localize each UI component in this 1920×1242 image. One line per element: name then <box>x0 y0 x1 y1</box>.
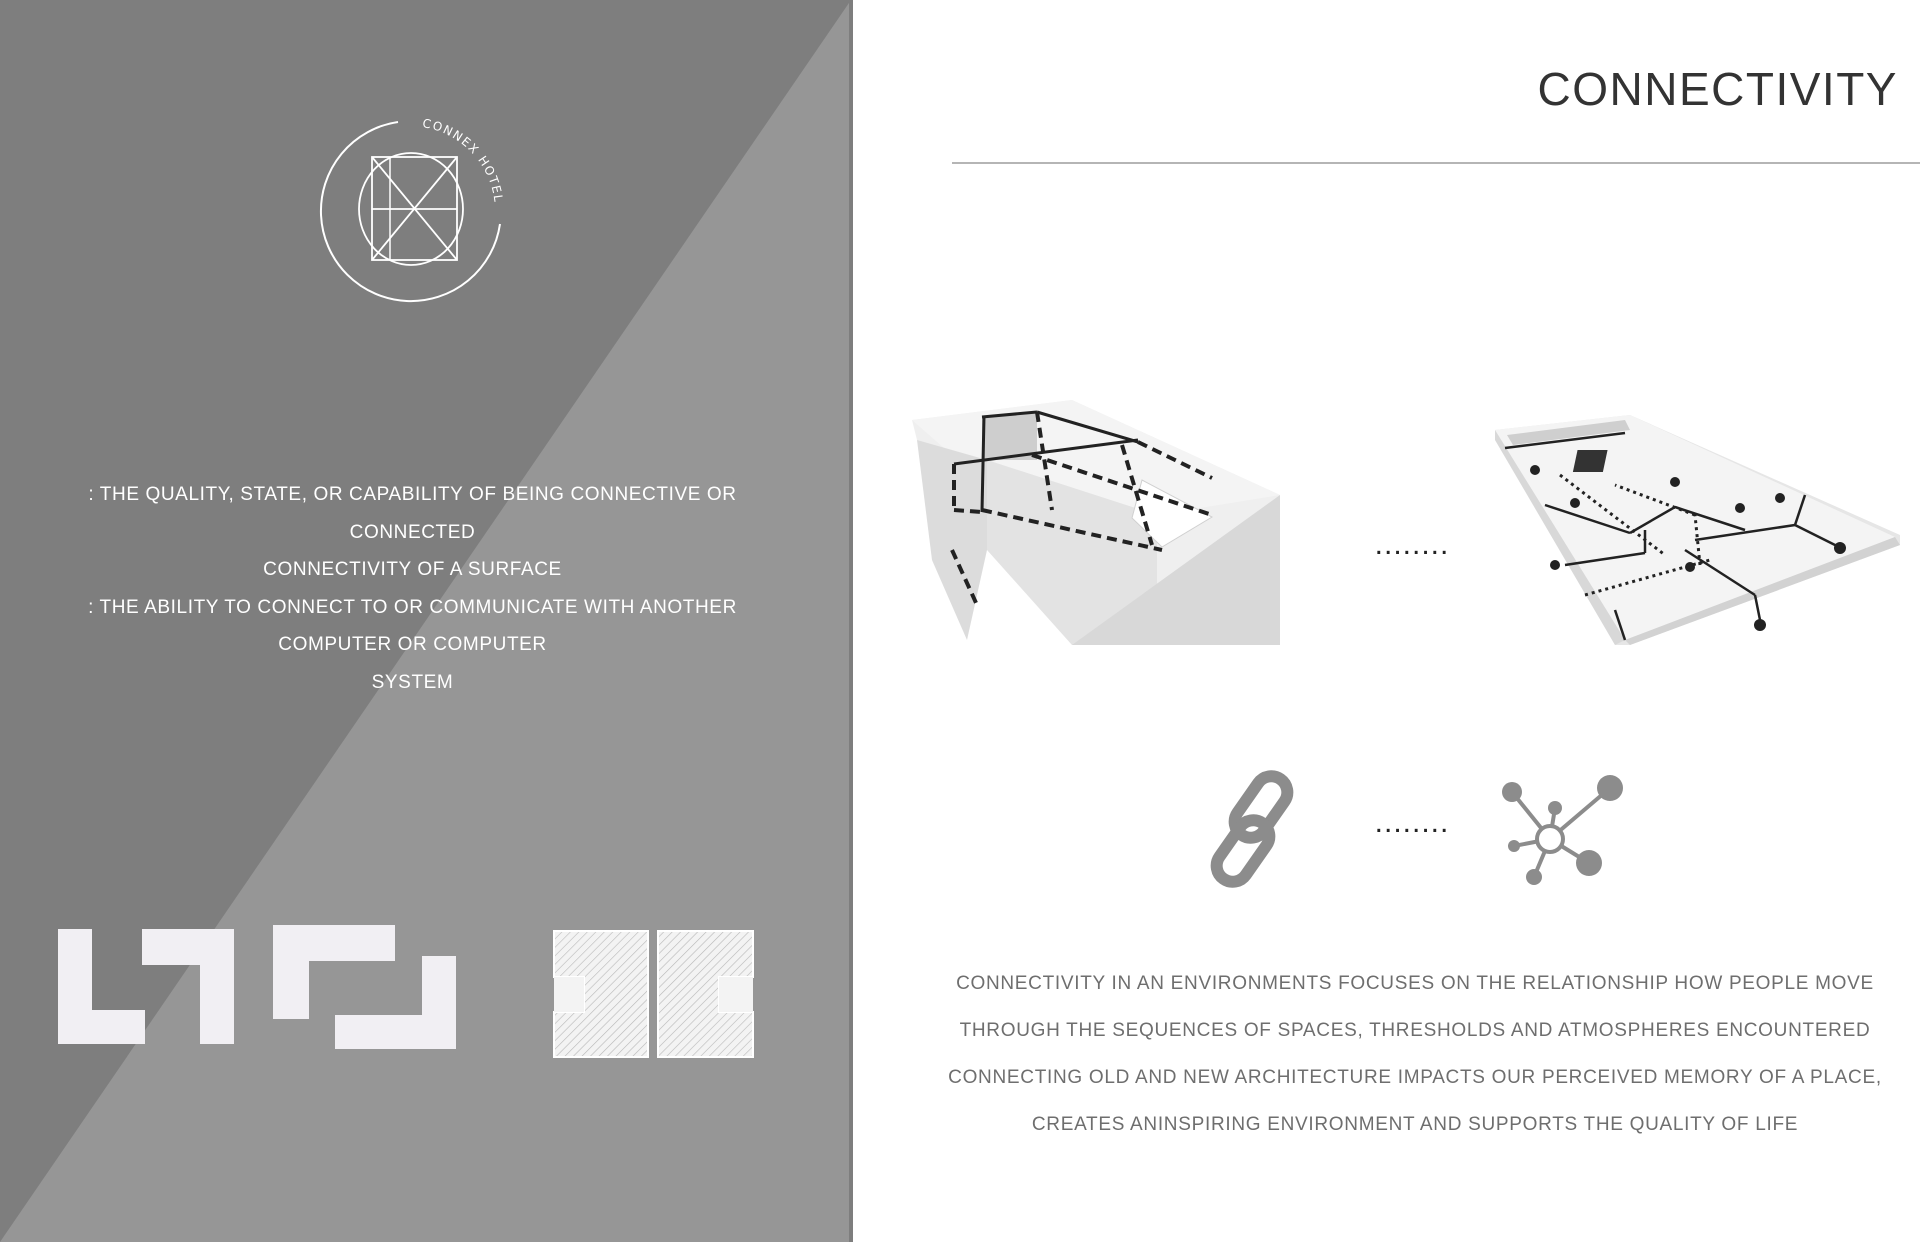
definition-line: CONNECTED <box>349 521 476 543</box>
definition-text <box>70 476 755 702</box>
interlocking-shapes-diagram <box>0 900 851 1080</box>
paragraph-line: CREATES ANINSPIRING ENVIRONMENT AND SUPPORTS THE QUALITY OF LIFE <box>1031 1114 1799 1135</box>
hatched-combined-shape <box>554 931 753 1057</box>
l-shape-top-right <box>142 929 234 1044</box>
paragraph-line: CONNECTIVITY IN AN ENVIRONMENTS FOCUSES ON THE RELATIONSHIP HOW PEOPLE MOVE <box>956 973 1874 994</box>
block-massing-model <box>912 400 1282 650</box>
connectivity-paragraph <box>915 960 1915 1148</box>
l-shape-top-left <box>273 925 395 1019</box>
svg-text:CONNEX HOTEL <box>421 116 505 204</box>
connex-hotel-logo <box>312 112 512 312</box>
title-rule <box>952 162 1920 164</box>
paragraph-line: CONNECTING OLD AND NEW ARCHITECTURE IMPACTS OUR PERCEIVED MEMORY OF A PLACE, <box>948 1067 1882 1088</box>
logo-wordmark: CONNEX HOTEL <box>421 116 506 204</box>
page-title: CONNECTIVITY <box>1537 63 1898 115</box>
definition-line: : THE ABILITY TO CONNECT TO OR COMMUNICATE WITH ANOTHER <box>88 596 737 618</box>
definition-line: SYSTEM <box>371 671 454 693</box>
paragraph-line: THROUGH THE SEQUENCES OF SPACES, THRESHOLDS AND ATMOSPHERES ENCOUNTERED <box>959 1020 1871 1041</box>
definition-line: CONNECTIVITY OF A SURFACE <box>263 559 562 581</box>
l-shape-bottom-right <box>335 956 456 1049</box>
connector-dots-bottom: ........ <box>1374 806 1450 839</box>
connector-dots-top: ........ <box>1374 528 1450 561</box>
panel-divider <box>849 0 853 1242</box>
definition-line: COMPUTER OR COMPUTER <box>278 634 547 656</box>
plan-connection-model <box>1495 415 1905 645</box>
network-hub-icon <box>1490 766 1630 891</box>
left-panel <box>0 0 851 1242</box>
chain-link-icon <box>1205 765 1315 890</box>
definition-line: : THE QUALITY, STATE, OR CAPABILITY OF BEING CONNECTIVE OR <box>88 484 737 505</box>
l-shape-bottom-left <box>58 929 145 1044</box>
